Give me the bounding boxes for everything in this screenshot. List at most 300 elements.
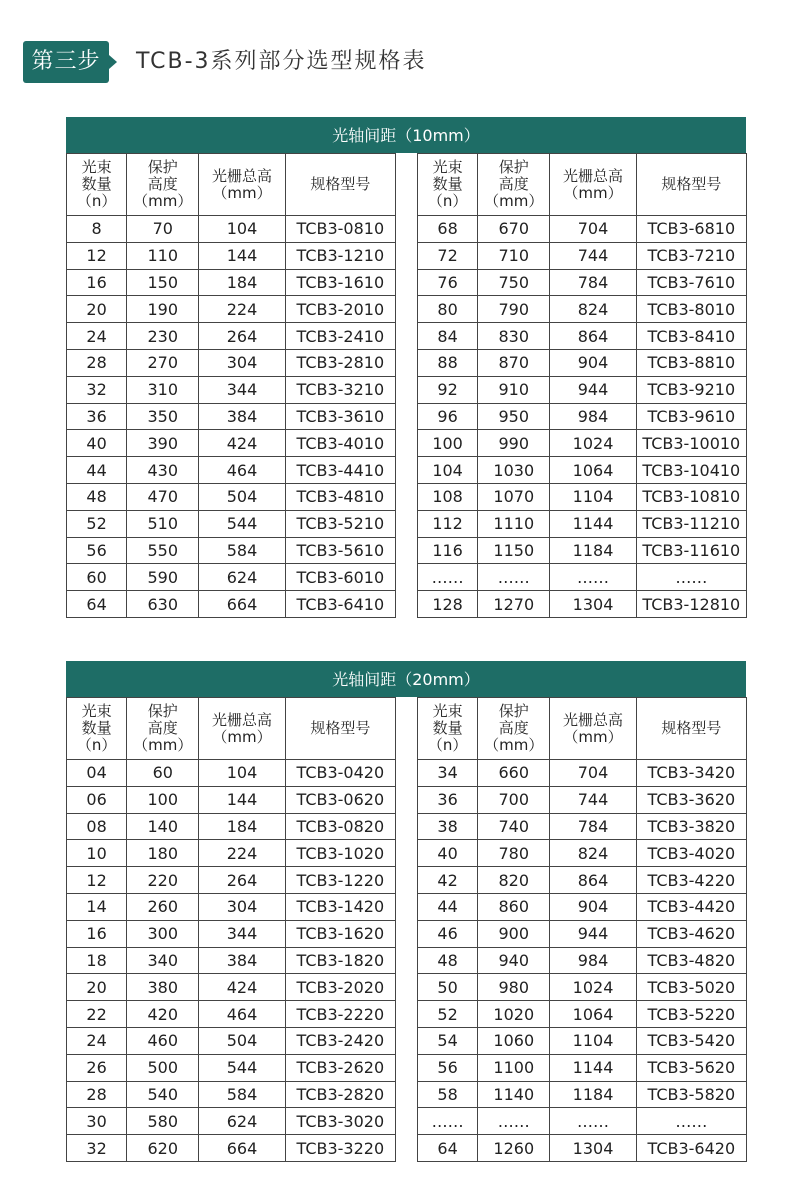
cell-total-height: 144	[199, 786, 285, 813]
cell-beam-count: 12	[67, 242, 127, 269]
cell-total-height: 264	[199, 867, 285, 894]
cell-model: ……	[636, 564, 746, 591]
cell-total-height: 1104	[550, 1027, 636, 1054]
cell-beam-count: 80	[418, 296, 478, 323]
cell-total-height: 1104	[550, 483, 636, 510]
cell-protect-height: 150	[127, 269, 199, 296]
cell-model: TCB3-3020	[285, 1108, 395, 1135]
cell-model: TCB3-3620	[636, 786, 746, 813]
cell-beam-count: 04	[67, 760, 127, 787]
cell-beam-count: 92	[418, 376, 478, 403]
cell-beam-count: 68	[418, 216, 478, 243]
cell-protect-height: 310	[127, 376, 199, 403]
cell-beam-count: 64	[67, 591, 127, 618]
cell-total-height: 1024	[550, 974, 636, 1001]
cell-protect-height: 1030	[478, 457, 550, 484]
cell-model: TCB3-5420	[636, 1027, 746, 1054]
table-row	[67, 1001, 396, 1028]
cell-beam-count: 64	[418, 1135, 478, 1162]
cell-beam-count: 20	[67, 296, 127, 323]
cell-beam-count: 18	[67, 947, 127, 974]
cell-total-height: 904	[550, 893, 636, 920]
cell-beam-count: 100	[418, 430, 478, 457]
cell-beam-count: 32	[67, 1135, 127, 1162]
cell-protect-height: 180	[127, 840, 199, 867]
cell-beam-count: 52	[67, 510, 127, 537]
table-row	[418, 920, 747, 947]
table-row	[418, 537, 747, 564]
cell-total-height: ……	[550, 1108, 636, 1135]
table-row	[418, 591, 747, 618]
cell-model: TCB3-1610	[285, 269, 395, 296]
cell-beam-count: ……	[418, 1108, 478, 1135]
cell-beam-count: 06	[67, 786, 127, 813]
column-header-model: 规格型号	[285, 154, 395, 216]
cell-beam-count: 50	[418, 974, 478, 1001]
cell-beam-count: 108	[418, 483, 478, 510]
table-row	[418, 376, 747, 403]
cell-beam-count: 24	[67, 1027, 127, 1054]
cell-beam-count: 8	[67, 216, 127, 243]
cell-total-height: 1184	[550, 1081, 636, 1108]
cell-model: TCB3-3420	[636, 760, 746, 787]
cell-model: TCB3-0420	[285, 760, 395, 787]
cell-protect-height: 190	[127, 296, 199, 323]
table-row	[67, 376, 396, 403]
header-row	[418, 698, 747, 760]
cell-protect-height: 260	[127, 893, 199, 920]
cell-beam-count: 36	[418, 786, 478, 813]
cell-total-height: 904	[550, 349, 636, 376]
column-header-protect-height: 保护 高度 （mm）	[478, 698, 550, 760]
header-row	[67, 154, 396, 216]
table-row	[67, 813, 396, 840]
table-row	[418, 323, 747, 350]
cell-protect-height: 620	[127, 1135, 199, 1162]
cell-beam-count: 60	[67, 564, 127, 591]
table-row	[418, 510, 747, 537]
cell-beam-count: 56	[67, 537, 127, 564]
cell-protect-height: 580	[127, 1108, 199, 1135]
cell-protect-height: 830	[478, 323, 550, 350]
column-header-protect-height: 保护 高度 （mm）	[478, 154, 550, 216]
cell-beam-count: 30	[67, 1108, 127, 1135]
cell-model: TCB3-2220	[285, 1001, 395, 1028]
table-row	[67, 591, 396, 618]
column-header-model: 规格型号	[285, 698, 395, 760]
cell-beam-count: 40	[418, 840, 478, 867]
cell-beam-count: 14	[67, 893, 127, 920]
table-row	[67, 786, 396, 813]
table-row	[418, 296, 747, 323]
cell-protect-height: 270	[127, 349, 199, 376]
cell-beam-count: 28	[67, 1081, 127, 1108]
cell-protect-height: 980	[478, 974, 550, 1001]
cell-protect-height: 510	[127, 510, 199, 537]
cell-model: TCB3-6420	[636, 1135, 746, 1162]
cell-beam-count: 42	[418, 867, 478, 894]
column-header-beam-count: 光束 数量 （n）	[418, 154, 478, 216]
cell-protect-height: 990	[478, 430, 550, 457]
cell-protect-height: 700	[478, 786, 550, 813]
cell-total-height: 1144	[550, 510, 636, 537]
cell-protect-height: 1270	[478, 591, 550, 618]
table-row	[67, 323, 396, 350]
cell-protect-height: 670	[478, 216, 550, 243]
cell-total-height: 984	[550, 403, 636, 430]
step-badge: 第三步	[23, 41, 109, 83]
cell-protect-height: 790	[478, 296, 550, 323]
table-row	[67, 1027, 396, 1054]
cell-model: TCB3-9210	[636, 376, 746, 403]
cell-model: TCB3-6810	[636, 216, 746, 243]
cell-protect-height: 910	[478, 376, 550, 403]
cell-protect-height: 940	[478, 947, 550, 974]
cell-protect-height: 60	[127, 760, 199, 787]
cell-model: TCB3-7610	[636, 269, 746, 296]
table-row	[67, 893, 396, 920]
cell-beam-count: 28	[67, 349, 127, 376]
cell-protect-height: 1150	[478, 537, 550, 564]
table-row	[418, 269, 747, 296]
cell-beam-count: 84	[418, 323, 478, 350]
cell-total-height: 464	[199, 457, 285, 484]
cell-total-height: 584	[199, 1081, 285, 1108]
cell-total-height: 984	[550, 947, 636, 974]
cell-model: TCB3-4820	[636, 947, 746, 974]
table-row	[418, 483, 747, 510]
cell-model: ……	[636, 1108, 746, 1135]
cell-model: TCB3-2820	[285, 1081, 395, 1108]
cell-protect-height: 390	[127, 430, 199, 457]
cell-model: TCB3-2410	[285, 323, 395, 350]
cell-model: TCB3-1220	[285, 867, 395, 894]
cell-total-height: 784	[550, 269, 636, 296]
cell-total-height: 344	[199, 376, 285, 403]
cell-beam-count: 44	[67, 457, 127, 484]
cell-model: TCB3-6010	[285, 564, 395, 591]
cell-total-height: 344	[199, 920, 285, 947]
cell-protect-height: 1260	[478, 1135, 550, 1162]
table-row	[67, 296, 396, 323]
cell-beam-count: 104	[418, 457, 478, 484]
cell-model: TCB3-0810	[285, 216, 395, 243]
cell-total-height: 824	[550, 840, 636, 867]
spec-table-left	[66, 697, 396, 1162]
cell-protect-height: 140	[127, 813, 199, 840]
cell-model: TCB3-1420	[285, 893, 395, 920]
cell-total-height: 464	[199, 1001, 285, 1028]
table-row	[67, 920, 396, 947]
column-header-beam-count: 光束 数量 （n）	[67, 698, 127, 760]
cell-beam-count: 26	[67, 1054, 127, 1081]
table-row	[418, 947, 747, 974]
cell-beam-count: ……	[418, 564, 478, 591]
table-row	[67, 1135, 396, 1162]
cell-model: TCB3-11210	[636, 510, 746, 537]
column-header-beam-count: 光束 数量 （n）	[418, 698, 478, 760]
table-row	[67, 537, 396, 564]
section-title: 光轴间距（20mm）	[66, 661, 746, 697]
cell-protect-height: 350	[127, 403, 199, 430]
cell-model: TCB3-12810	[636, 591, 746, 618]
cell-total-height: 304	[199, 893, 285, 920]
cell-model: TCB3-1820	[285, 947, 395, 974]
cell-total-height: 304	[199, 349, 285, 376]
cell-protect-height: 710	[478, 242, 550, 269]
cell-total-height: 1144	[550, 1054, 636, 1081]
cell-beam-count: 52	[418, 1001, 478, 1028]
cell-beam-count: 12	[67, 867, 127, 894]
cell-beam-count: 20	[67, 974, 127, 1001]
cell-total-height: 384	[199, 947, 285, 974]
cell-protect-height: 500	[127, 1054, 199, 1081]
table-row	[67, 974, 396, 1001]
table-row	[67, 242, 396, 269]
cell-beam-count: 10	[67, 840, 127, 867]
column-header-total-height: 光栅总高 （mm）	[550, 154, 636, 216]
cell-beam-count: 72	[418, 242, 478, 269]
cell-total-height: 224	[199, 840, 285, 867]
cell-beam-count: 116	[418, 537, 478, 564]
cell-total-height: 664	[199, 1135, 285, 1162]
table-row	[67, 840, 396, 867]
cell-protect-height: ……	[478, 564, 550, 591]
spec-table-right	[417, 697, 747, 1162]
cell-model: TCB3-9610	[636, 403, 746, 430]
table-row	[418, 1081, 747, 1108]
column-header-total-height: 光栅总高 （mm）	[199, 154, 285, 216]
cell-total-height: ……	[550, 564, 636, 591]
header-row	[67, 698, 396, 760]
column-header-protect-height: 保护 高度 （mm）	[127, 154, 199, 216]
table-row	[418, 564, 747, 591]
cell-model: TCB3-11610	[636, 537, 746, 564]
cell-beam-count: 24	[67, 323, 127, 350]
cell-model: TCB3-8410	[636, 323, 746, 350]
cell-model: TCB3-5210	[285, 510, 395, 537]
table-row	[67, 216, 396, 243]
cell-protect-height: 110	[127, 242, 199, 269]
table-row	[418, 349, 747, 376]
table-row	[418, 813, 747, 840]
table-row	[67, 1081, 396, 1108]
cell-total-height: 224	[199, 296, 285, 323]
cell-model: TCB3-4410	[285, 457, 395, 484]
cell-protect-height: 540	[127, 1081, 199, 1108]
cell-protect-height: 1100	[478, 1054, 550, 1081]
cell-model: TCB3-4620	[636, 920, 746, 947]
cell-model: TCB3-4420	[636, 893, 746, 920]
cell-model: TCB3-5820	[636, 1081, 746, 1108]
cell-beam-count: 88	[418, 349, 478, 376]
cell-total-height: 1024	[550, 430, 636, 457]
cell-total-height: 1304	[550, 591, 636, 618]
table-row	[67, 349, 396, 376]
page-title: TCB-3系列部分选型规格表	[136, 49, 427, 74]
cell-model: TCB3-4010	[285, 430, 395, 457]
cell-total-height: 1184	[550, 537, 636, 564]
cell-protect-height: 1020	[478, 1001, 550, 1028]
table-row	[418, 867, 747, 894]
cell-protect-height: 220	[127, 867, 199, 894]
cell-total-height: 384	[199, 403, 285, 430]
cell-protect-height: 380	[127, 974, 199, 1001]
cell-model: TCB3-5610	[285, 537, 395, 564]
cell-protect-height: 1060	[478, 1027, 550, 1054]
cell-model: TCB3-2810	[285, 349, 395, 376]
table-row	[67, 483, 396, 510]
table-row	[67, 760, 396, 787]
cell-total-height: 264	[199, 323, 285, 350]
cell-model: TCB3-8010	[636, 296, 746, 323]
table-row	[418, 786, 747, 813]
table-row	[67, 564, 396, 591]
cell-total-height: 704	[550, 760, 636, 787]
section-10mm	[66, 117, 746, 618]
cell-protect-height: 860	[478, 893, 550, 920]
cell-protect-height: 340	[127, 947, 199, 974]
section-title: 光轴间距（10mm）	[66, 117, 746, 153]
table-row	[418, 974, 747, 1001]
cell-protect-height: 740	[478, 813, 550, 840]
cell-protect-height: 590	[127, 564, 199, 591]
cell-model: TCB3-0620	[285, 786, 395, 813]
cell-total-height: 424	[199, 430, 285, 457]
cell-model: TCB3-6410	[285, 591, 395, 618]
cell-protect-height: 470	[127, 483, 199, 510]
cell-total-height: 1304	[550, 1135, 636, 1162]
cell-model: TCB3-7210	[636, 242, 746, 269]
cell-beam-count: 16	[67, 269, 127, 296]
cell-protect-height: 1110	[478, 510, 550, 537]
table-row	[418, 893, 747, 920]
cell-beam-count: 34	[418, 760, 478, 787]
cell-total-height: 104	[199, 216, 285, 243]
table-row	[418, 840, 747, 867]
cell-model: TCB3-2020	[285, 974, 395, 1001]
cell-beam-count: 128	[418, 591, 478, 618]
cell-beam-count: 08	[67, 813, 127, 840]
table-row	[67, 867, 396, 894]
column-header-protect-height: 保护 高度 （mm）	[127, 698, 199, 760]
cell-total-height: 504	[199, 483, 285, 510]
cell-total-height: 704	[550, 216, 636, 243]
column-header-model: 规格型号	[636, 154, 746, 216]
cell-model: TCB3-4810	[285, 483, 395, 510]
cell-protect-height: 630	[127, 591, 199, 618]
cell-total-height: 624	[199, 1108, 285, 1135]
cell-model: TCB3-8810	[636, 349, 746, 376]
cell-total-height: 544	[199, 1054, 285, 1081]
cell-protect-height: 70	[127, 216, 199, 243]
cell-beam-count: 58	[418, 1081, 478, 1108]
cell-total-height: 1064	[550, 457, 636, 484]
cell-protect-height: ……	[478, 1108, 550, 1135]
cell-beam-count: 54	[418, 1027, 478, 1054]
table-row	[67, 1054, 396, 1081]
column-header-beam-count: 光束 数量 （n）	[67, 154, 127, 216]
cell-total-height: 624	[199, 564, 285, 591]
cell-protect-height: 460	[127, 1027, 199, 1054]
cell-model: TCB3-1210	[285, 242, 395, 269]
cell-model: TCB3-4220	[636, 867, 746, 894]
cell-total-height: 544	[199, 510, 285, 537]
table-row	[67, 947, 396, 974]
cell-beam-count: 76	[418, 269, 478, 296]
cell-model: TCB3-5620	[636, 1054, 746, 1081]
cell-protect-height: 870	[478, 349, 550, 376]
cell-beam-count: 112	[418, 510, 478, 537]
cell-protect-height: 230	[127, 323, 199, 350]
table-row	[418, 242, 747, 269]
cell-protect-height: 750	[478, 269, 550, 296]
table-row	[418, 1001, 747, 1028]
step-arrow-icon	[109, 55, 117, 69]
cell-protect-height: 660	[478, 760, 550, 787]
cell-total-height: 944	[550, 376, 636, 403]
cell-protect-height: 420	[127, 1001, 199, 1028]
table-row	[67, 510, 396, 537]
table-row	[418, 403, 747, 430]
cell-total-height: 664	[199, 591, 285, 618]
cell-beam-count: 38	[418, 813, 478, 840]
spec-table-right	[417, 153, 747, 618]
cell-protect-height: 550	[127, 537, 199, 564]
cell-model: TCB3-5020	[636, 974, 746, 1001]
cell-protect-height: 430	[127, 457, 199, 484]
cell-protect-height: 950	[478, 403, 550, 430]
cell-total-height: 944	[550, 920, 636, 947]
spec-table-left	[66, 153, 396, 618]
cell-beam-count: 48	[418, 947, 478, 974]
cell-model: TCB3-1620	[285, 920, 395, 947]
table-row	[67, 1108, 396, 1135]
cell-beam-count: 56	[418, 1054, 478, 1081]
cell-model: TCB3-1020	[285, 840, 395, 867]
header-row	[418, 154, 747, 216]
cell-beam-count: 48	[67, 483, 127, 510]
cell-model: TCB3-5220	[636, 1001, 746, 1028]
table-row	[418, 760, 747, 787]
column-header-model: 规格型号	[636, 698, 746, 760]
cell-beam-count: 40	[67, 430, 127, 457]
cell-model: TCB3-3210	[285, 376, 395, 403]
cell-protect-height: 820	[478, 867, 550, 894]
cell-model: TCB3-10410	[636, 457, 746, 484]
cell-beam-count: 32	[67, 376, 127, 403]
column-header-total-height: 光栅总高 （mm）	[550, 698, 636, 760]
table-row	[418, 1054, 747, 1081]
cell-protect-height: 300	[127, 920, 199, 947]
cell-total-height: 1064	[550, 1001, 636, 1028]
cell-total-height: 144	[199, 242, 285, 269]
cell-total-height: 584	[199, 537, 285, 564]
cell-total-height: 824	[550, 296, 636, 323]
table-row	[418, 457, 747, 484]
cell-beam-count: 96	[418, 403, 478, 430]
cell-protect-height: 900	[478, 920, 550, 947]
section-20mm	[66, 661, 746, 1162]
cell-total-height: 744	[550, 242, 636, 269]
cell-model: TCB3-0820	[285, 813, 395, 840]
table-row	[67, 457, 396, 484]
cell-model: TCB3-3610	[285, 403, 395, 430]
cell-beam-count: 46	[418, 920, 478, 947]
cell-model: TCB3-10010	[636, 430, 746, 457]
cell-protect-height: 1070	[478, 483, 550, 510]
table-row	[67, 430, 396, 457]
